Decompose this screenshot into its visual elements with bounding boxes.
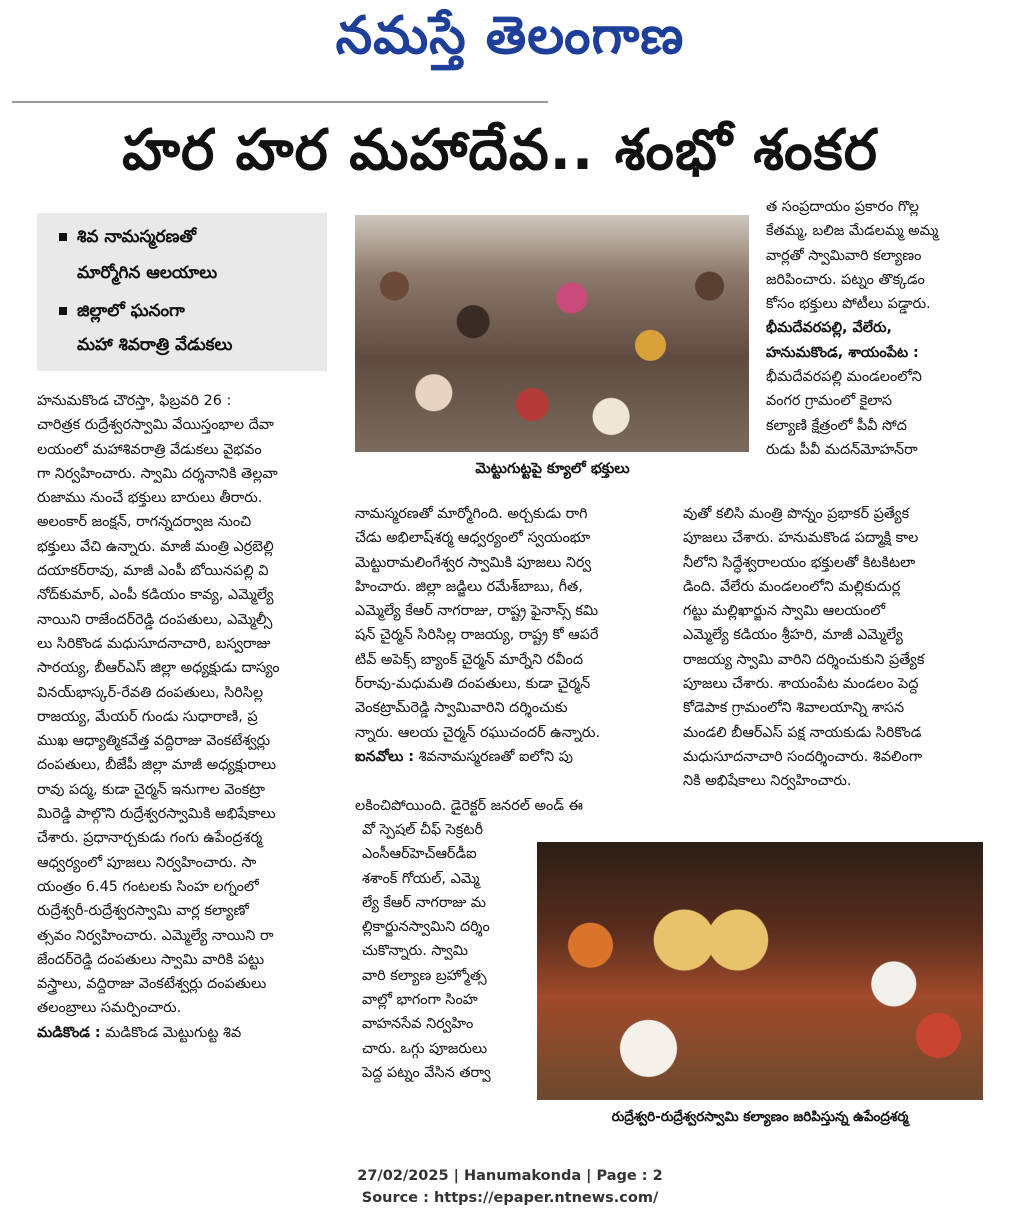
text-line: ల్లికార్జునస్వామిని దర్శిం bbox=[362, 919, 490, 936]
text-line: చేశారు. ప్రధానార్చకుడు గంగు ఉపేంద్రశర్మ bbox=[37, 830, 263, 847]
text: మడికొండ మెట్టుగుట్ట శివ bbox=[105, 1024, 242, 1041]
text-line: కోసం భక్తులు పోటీలు పడ్డారు. bbox=[766, 296, 931, 313]
text-line: కేతమ్మ, బలిజ మేడలమ్మ అమ్మ bbox=[766, 223, 939, 240]
text-line bbox=[37, 1021, 333, 1045]
text-line: గా నిర్వహించారు. స్వామి దర్శనానికి తెల్లవా bbox=[37, 465, 278, 482]
photo-caption: మెట్టుగుట్టపై క్యూలో భక్తులు bbox=[425, 455, 680, 483]
bullet-item bbox=[59, 301, 185, 325]
text-line: నోద్‌కుమార్, ఎంపీ కడియం కావ్య, ఎమ్మెల్యే bbox=[37, 587, 274, 604]
footer-source: Source : https://epaper.ntnews.com/ bbox=[361, 1190, 659, 1206]
text-line: పూజలు చేశారు. హనుమకొండ పద్మాక్షి కాల bbox=[683, 530, 919, 547]
text-line: భీమదేవరపల్లి మండలంలోని bbox=[766, 369, 922, 386]
bullet-square-icon bbox=[59, 307, 67, 315]
footer-dateline: 27/02/2025 | Hanumakonda | Page : 2 bbox=[357, 1168, 663, 1184]
article-column-3-wide bbox=[683, 502, 988, 794]
place-label: ఐనవోలు : bbox=[355, 748, 415, 765]
text-line: ఎమ్మెల్యే కడియం శ్రీహరి, మాజీ ఎమ్మెల్యే bbox=[683, 627, 903, 644]
text-line: రావు పద్మ, కుడా చైర్మన్ ఇనుగాల వెంకట్రా bbox=[37, 781, 266, 798]
text-line: లకించిపోయింది. డైరెక్టర్ జనరల్ అండ్ ఈ bbox=[355, 798, 583, 814]
text-line: వారి కల్యాణ బ్రహ్మోత్స bbox=[362, 967, 487, 984]
bullet-item-continuation bbox=[77, 263, 217, 287]
ritual-photo bbox=[537, 842, 983, 1100]
place-label: భీమదేవరపల్లి, వేలేరు, bbox=[766, 320, 892, 337]
article-column-2-narrow bbox=[355, 794, 583, 818]
text-line: నామస్మరణతో మార్మోగింది. అర్చకుడు రాగి bbox=[355, 506, 588, 522]
text-line: హించారు. జిల్లా జడ్జిలు రమేశ్‌బాబు, గీత, bbox=[355, 578, 583, 595]
text-line: చుకొన్నారు. స్వామి bbox=[362, 943, 468, 960]
text-line: వినయ్‌భాస్కర్‌-రేవతి దంపతులు, సిరిసిల్ల bbox=[37, 684, 264, 701]
text-line: రాజయ్య స్వామి వారిని దర్శించుకుని ప్రత్యేక bbox=[683, 651, 925, 668]
headline: హర హర మహాదేవ.. శంభో శంకర bbox=[122, 118, 878, 183]
text-line: వార్లతో స్వామివారి కల్యాణం bbox=[766, 247, 922, 264]
place-label: మడికొండ : bbox=[37, 1024, 101, 1041]
text-line: నాయిని రాజేందర్‌రెడ్డి దంపతులు, ఎమ్మెల్సీ bbox=[37, 611, 273, 628]
text-line: డింది. వేలేరు మండలంలోని మల్లికుదుర్ల bbox=[683, 578, 901, 595]
text: శివనామస్మరణతో ఐలోని పు bbox=[418, 748, 573, 765]
text-line: అలంకార్ జంక్షన్, రాగన్నదర్వాజ నుంచి bbox=[37, 514, 252, 531]
text-line: పెద్ద పట్నం వేసిన తర్వా bbox=[362, 1064, 491, 1081]
article-column-2-narrow-body bbox=[362, 818, 532, 1085]
bullet-text: జిల్లాలో ఘనంగా bbox=[77, 301, 185, 321]
text-line: ఆధ్వర్యంలో పూజలు నిర్వహించారు. సా bbox=[37, 854, 257, 871]
dateline: హనుమకొండ చౌరస్తా, ఫిబ్రవరి 26 : bbox=[37, 393, 232, 409]
text-line: ముఖ ఆధ్యాత్మికవేత్త వద్దిరాజు వెంకటేశ్వర్లు bbox=[37, 733, 271, 750]
text-line: షన్ చైర్మన్ సిరిసిల్ల రాజయ్య, రాష్ట్ర కో ఆపరే bbox=[355, 627, 599, 644]
text-line: జరిపించారు. పట్నం తొక్కడం bbox=[766, 271, 925, 288]
text-line: ఎమ్మెల్యే కేఆర్ నాగరాజు, రాష్ట్ర ఫైనాన్స్ కమి bbox=[355, 603, 599, 620]
text-line: లు సిరికొండ మధుసూదనాచారి, బస్వరాజు bbox=[37, 635, 271, 652]
photo-caption: రుద్రేశ్వరి-రుద్రేశ్వరస్వామి కల్యాణం జరిపిస్తున్న ఉపేంద్రశర్మ bbox=[537, 1102, 983, 1132]
bullet-square-icon bbox=[59, 233, 67, 241]
highlights-box bbox=[37, 213, 327, 371]
text-line: భక్తులు వేచి ఉన్నారు. మాజీ మంత్రి ఎర్రబెల్లి bbox=[37, 538, 274, 555]
text-line: రుడు పీవీ మదన్‌మోహన్‌రా bbox=[766, 441, 918, 458]
place-label: హనుమకొండ, శాయంపేట : bbox=[766, 344, 919, 361]
text-line: న్నారు. ఆలయ చైర్మన్ రఘుచందర్ ఉన్నారు. bbox=[355, 724, 601, 741]
masthead-rule bbox=[12, 101, 548, 103]
text-line: వో స్పెషల్ చీఫ్ సెక్రటరీ bbox=[362, 822, 484, 838]
text-line: వాహనసేవ నిర్వహిం bbox=[362, 1016, 474, 1033]
text-line: రుజాము నుంచే భక్తులు బారులు తీరారు. bbox=[37, 490, 263, 507]
text-line: వస్త్రాలు, వద్దిరాజు వెంకటేశ్వర్లు దంపతులు bbox=[37, 976, 267, 993]
text-line: వంగర గ్రామంలో కైలాస bbox=[766, 393, 892, 410]
article-column-2 bbox=[355, 502, 675, 769]
bullet-text: శివ నామస్మరణతో bbox=[77, 227, 197, 247]
text-line: చారిత్రక రుద్రేశ్వరస్వామి వేయిస్తంభాల దేవా bbox=[37, 417, 274, 434]
text-line: మండలి బీఆర్‌ఎస్ పక్ష నాయకుడు సిరికొండ bbox=[683, 724, 922, 741]
text-line: త్సవం నిర్వహించారు. ఎమ్మెల్యే నాయిని రా bbox=[37, 927, 274, 944]
text-line: దంపతులు, బీజేపీ జిల్లా మాజీ అధ్యక్షురాలు bbox=[37, 757, 277, 774]
text-line: నీలోని సిద్ధేశ్వరాలయం భక్తులతో కిటకిటలా bbox=[683, 554, 916, 571]
text-line: వెంకట్రామ్‌రెడ్డి స్వామివారిని దర్శించుకు bbox=[355, 700, 568, 717]
text-line: యంత్రం 6.45 గంటలకు సింహ లగ్నంలో bbox=[37, 878, 259, 895]
text-line: లయంలో మహాశివరాత్రి వేడుకలు వైభవం bbox=[37, 441, 262, 458]
bullet-text: మార్మోగిన ఆలయాలు bbox=[77, 263, 218, 283]
text-line: కోడెపాక గ్రామంలోని శివాలయాన్ని శాసన bbox=[683, 700, 905, 717]
masthead: నమస్తే తెలంగాణ bbox=[335, 6, 685, 66]
text-line: శశాంక్ గోయల్, ఎమ్మె bbox=[362, 870, 480, 887]
text-line: కల్యాణి క్షేత్రంలో పీవీ సోద bbox=[766, 417, 907, 434]
text-line: మధుసూదనాచారి సందర్శించారు. శివలింగా bbox=[683, 748, 923, 765]
text-line: నికి అభిషేకాలు నిర్వహించారు. bbox=[683, 773, 852, 790]
text-line: మెట్టురామలింగేశ్వర స్వామికి పూజలు నిర్వ bbox=[355, 554, 592, 571]
bullet-item-continuation bbox=[77, 335, 232, 359]
text-line: ల్యే కేఆర్ నాగరాజు మ bbox=[362, 894, 487, 911]
text-line: జేందర్‌రెడ్డి దంపతులు స్వామి వారికి పట్టు bbox=[37, 951, 265, 968]
article-column-1 bbox=[37, 389, 333, 1045]
text-line: వుతో కలిసి మంత్రి పొన్నం ప్రభాకర్ ప్రత్యేక bbox=[683, 506, 910, 522]
text-line: ఎంసీఆర్‌హెచ్‌ఆర్‌డీఐ bbox=[362, 846, 477, 863]
article-column-3 bbox=[766, 195, 986, 462]
bullet-item bbox=[59, 227, 196, 251]
text-line: దయాకర్‌రావు, మాజీ ఎంపీ బోయినపల్లి వి bbox=[37, 563, 269, 580]
text-line: చేడు అభిలాష్‌శర్మ ఆధ్వర్యంలో స్వయంభూ bbox=[355, 530, 591, 547]
text-line: ర్‌రావు-మధుమతి దంపతులు, కుడా చైర్మన్ bbox=[355, 676, 591, 693]
text-line: తలంబ్రాలు సమర్పించారు. bbox=[37, 1000, 182, 1017]
text-line: గట్టు మల్లిఖార్జున స్వామి ఆలయంలో bbox=[683, 603, 886, 620]
text-line: వాల్లో భాగంగా సింహ bbox=[362, 992, 478, 1009]
text-line: సారయ్య, బీఆర్‌ఎస్ జిల్లా అధ్యక్షుడు దాస్యం bbox=[37, 660, 280, 677]
crowd-photo bbox=[355, 215, 749, 452]
text-line: టివ్ అపెక్స్ బ్యాంక్ చైర్మన్ మార్నేని రవీంద bbox=[355, 651, 583, 668]
text-line: పూజలు చేశారు. శాయంపేట మండలం పెద్ద bbox=[683, 676, 919, 693]
bullet-text: మహా శివరాత్రి వేడుకలు bbox=[77, 335, 233, 355]
text-line: త సంప్రదాయం ప్రకారం గొల్ల bbox=[766, 199, 920, 215]
text-line: మిరెడ్డి పాల్గొని రుద్రేశ్వరస్వామికి అభిషేకాలు bbox=[37, 806, 276, 823]
text-line: చారు. ఒగ్గు పూజరులు bbox=[362, 1040, 488, 1057]
text-line bbox=[355, 745, 675, 769]
text-line: రాజయ్య, మేయర్ గుండు సుధారాణి, ప్ర bbox=[37, 708, 258, 725]
text-line: రుద్రేశ్వరీ-రుద్రేశ్వరస్వామి వార్ల కల్యాణో bbox=[37, 903, 249, 920]
